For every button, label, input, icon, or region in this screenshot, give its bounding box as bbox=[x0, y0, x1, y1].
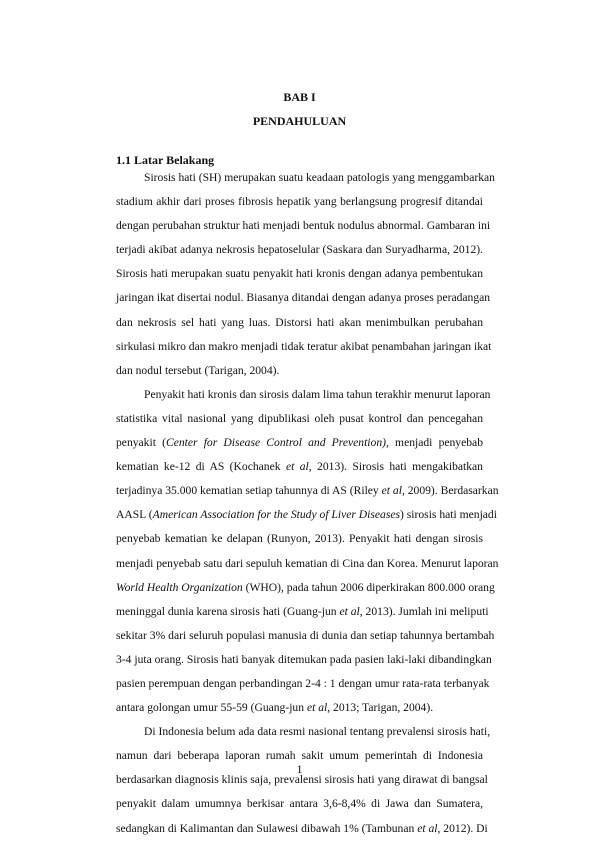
text-line bbox=[116, 238, 483, 262]
text-run: menjadi penyebab bbox=[388, 436, 483, 450]
text-line bbox=[116, 166, 495, 190]
text-run: namun dari beberapa laporan rumah sakit umum pemerintah di Indonesia bbox=[116, 749, 483, 763]
chapter-title: PENDAHULUAN bbox=[252, 114, 347, 128]
text-run: sekitar 3% dari seluruh populasi manusia di dunia dan setiap tahunnya bertambah bbox=[116, 628, 495, 642]
text-run: , 2013; Tarigan, 2004). bbox=[327, 701, 434, 715]
text-run: , 2012). Di bbox=[437, 821, 488, 835]
text-line bbox=[116, 817, 488, 841]
text-run: Penyakit hati kronis dan sirosis dalam lima tahun terakhir menurut laporan bbox=[144, 387, 491, 401]
section-title: 1.1 Latar Belakang bbox=[116, 153, 215, 167]
text-run: sedangkan di Kalimantan dan Sulawesi dibawah 1% (Tambunan bbox=[116, 821, 418, 835]
text-run: Di Indonesia belum ada data resmi nasional tentang prevalensi sirosis hati, bbox=[144, 725, 491, 739]
body-text bbox=[116, 166, 499, 841]
text-run: pasien perempuan dengan perbandingan 2-4 : 1 dengan umur rata-rata terbanyak bbox=[116, 676, 490, 690]
text-line bbox=[116, 214, 491, 238]
text-run: 3-4 juta orang. Sirosis hati banyak ditemukan pada pasien laki-laki dibandingkan bbox=[116, 652, 492, 666]
text-line bbox=[116, 335, 492, 359]
text-line bbox=[116, 672, 490, 696]
text-run: kematian ke-12 di AS (Kochanek bbox=[116, 460, 286, 474]
text-run: jaringan ikat disertai nodul. Biasanya ditandai dengan adanya proses peradangan bbox=[116, 291, 491, 305]
text-run: sirkulasi mikro dan makro menjadi tidak teratur akibat penambahan jaringan ikat bbox=[116, 339, 492, 353]
text-line bbox=[116, 600, 489, 624]
page-number: 1 bbox=[296, 762, 303, 776]
text-line bbox=[116, 503, 497, 527]
text-line bbox=[116, 479, 499, 503]
text-run: berdasarkan diagnosis klinis saja, prevalensi sirosis hati yang dirawat di bangsal bbox=[116, 773, 488, 787]
text-run: statistika vital nasional yang dipublikasi oleh pusat kontrol dan pencegahan bbox=[116, 411, 483, 425]
italic-text: World Health Organization bbox=[116, 580, 243, 594]
text-line bbox=[116, 286, 491, 310]
text-run: , 2009). Berdasarkan bbox=[401, 484, 499, 498]
text-line bbox=[116, 624, 495, 648]
text-run: penyakit dalam umumnya berkisar antara 3,6-8,4% di Jawa dan Sumatera, bbox=[116, 797, 483, 811]
text-run: penyebab kematian ke delapan (Runyon, 2013). Penyakit hati dengan sirosis bbox=[116, 532, 483, 546]
text-line bbox=[116, 455, 483, 479]
italic-text: Center for Disease Control and Prevention), bbox=[165, 436, 389, 450]
text-line bbox=[116, 696, 483, 720]
text-line bbox=[116, 576, 495, 600]
text-run: , 2013). Jumlah ini meliputi bbox=[359, 604, 489, 618]
italic-text: et al bbox=[339, 604, 360, 618]
text-run: Sirosis hati merupakan suatu penyakit hati kronis dengan adanya pembentukan bbox=[116, 267, 483, 281]
text-line bbox=[116, 552, 499, 576]
text-line bbox=[116, 359, 483, 383]
text-run: antara golongan umur 55-59 (Guang-jun bbox=[116, 701, 307, 715]
text-line bbox=[116, 190, 483, 214]
text-line bbox=[116, 431, 483, 455]
text-run: ) sirosis hati menjadi bbox=[400, 508, 497, 522]
text-line bbox=[116, 262, 483, 286]
text-run: terjadi akibat adanya nekrosis hepatoselular (Saskara dan Suryadharma, 2012). bbox=[116, 243, 483, 257]
text-run: menjadi penyebab satu dari sepuluh kematian di Cina dan Korea. Menurut laporan bbox=[116, 556, 499, 570]
text-line bbox=[116, 648, 492, 672]
text-line bbox=[116, 407, 483, 431]
text-run: terjadinya 35.000 kematian setiap tahunnya di AS (Riley bbox=[116, 484, 382, 498]
italic-text: et al bbox=[417, 821, 438, 835]
italic-text: et al bbox=[285, 460, 309, 474]
text-line bbox=[116, 383, 491, 407]
text-run: (WHO), pada tahun 2006 diperkirakan 800.000 orang bbox=[242, 580, 495, 594]
text-run: dan nodul tersebut (Tarigan, 2004). bbox=[116, 363, 280, 377]
text-run: dengan perubahan struktur hati menjadi bentuk nodulus abnormal. Gambaran ini bbox=[116, 219, 491, 233]
text-run: penyakit ( bbox=[116, 436, 166, 450]
chapter-label: BAB I bbox=[283, 90, 316, 104]
text-line bbox=[116, 792, 483, 816]
text-run: , 2013). Sirosis hati mengakibatkan bbox=[308, 460, 483, 474]
text-run: stadium akhir dari proses fibrosis hepatik yang berlangsung progresif ditandai bbox=[116, 195, 483, 209]
italic-text: et al bbox=[381, 484, 402, 498]
text-run: Sirosis hati (SH) merupakan suatu keadaan patologis yang menggambarkan bbox=[144, 171, 495, 184]
text-line bbox=[116, 311, 483, 335]
text-line bbox=[116, 720, 491, 744]
italic-text: American Association for the Study of Liver Diseases bbox=[152, 508, 401, 522]
text-line bbox=[116, 527, 483, 551]
text-run: AASL ( bbox=[116, 508, 153, 522]
text-run: dan nekrosis sel hati yang luas. Distorsi hati akan menimbulkan perubahan bbox=[116, 315, 483, 329]
italic-text: et al bbox=[306, 701, 328, 715]
text-run: meninggal dunia karena sirosis hati (Guang-jun bbox=[116, 604, 340, 618]
